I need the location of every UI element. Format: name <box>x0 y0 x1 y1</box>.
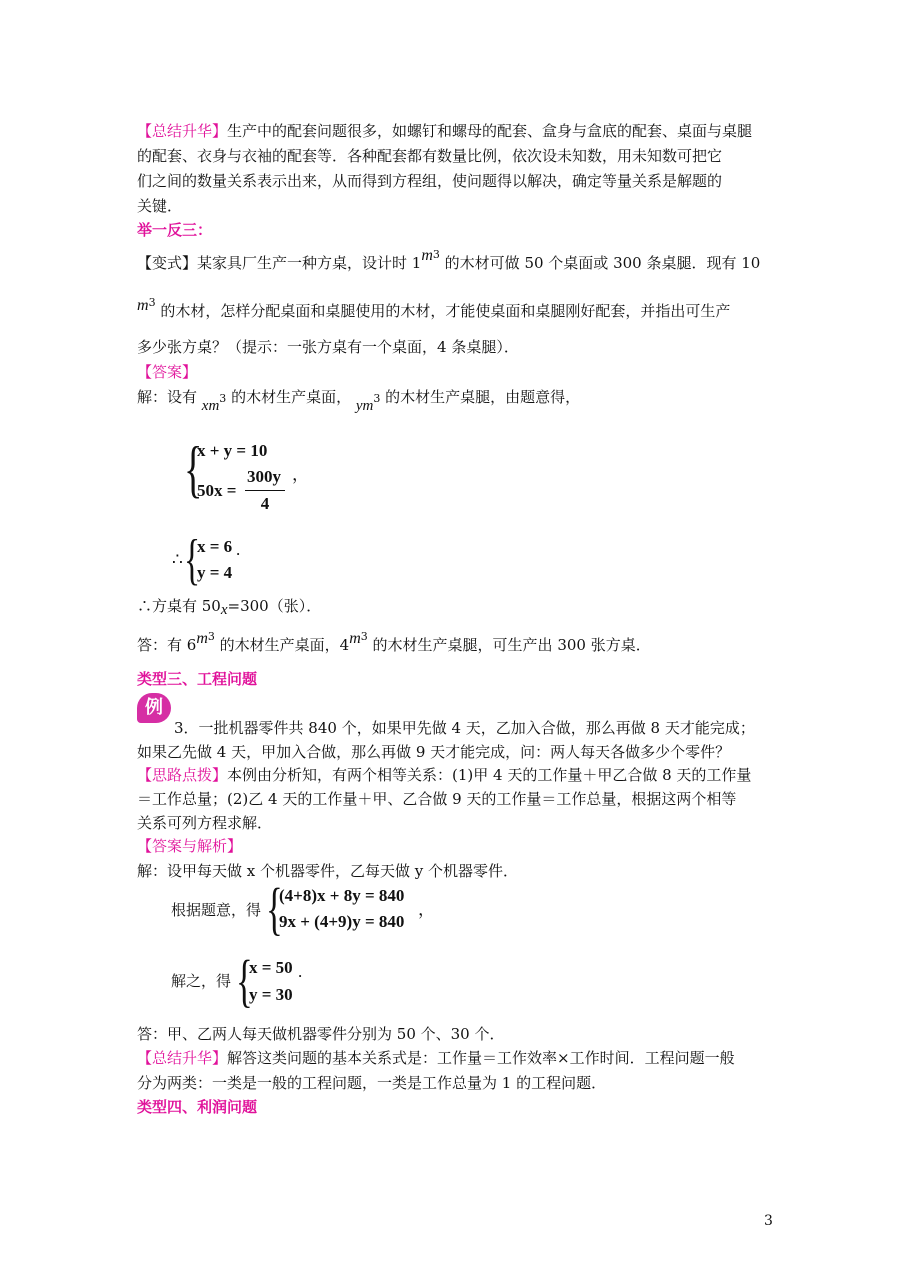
example-line: 3．一批机器零件共 840 个，如果甲先做 4 天，乙加入合做，那么再做 8 天才能完成； <box>174 719 755 737</box>
equation: (4+8)x + 8y = 840 <box>279 886 405 905</box>
left-brace: { <box>266 876 283 941</box>
hint-tag: 【思路点拨】 <box>137 766 228 784</box>
equation: 50x = <box>197 481 237 500</box>
summary-paragraph-line: 关键． <box>137 197 183 215</box>
example-line: 如果乙先做 4 天，甲加入合做，那么再做 9 天才能完成，问：两人每天各做多少个零件？ <box>137 743 731 761</box>
answer-tag: 【答案】 <box>137 363 198 381</box>
tables-line: ∴方桌有 50x=300（张）． <box>137 597 322 618</box>
section-heading: 类型三、工程问题 <box>137 670 258 688</box>
equation: x + y = 10 <box>197 441 268 460</box>
answer-intro: 解：设有 xm3 的木材生产桌面， ym3 的木材生产桌腿，由题意得， <box>137 388 581 414</box>
section-heading: 类型四、利润问题 <box>137 1098 258 1116</box>
summary-tag: 【总结升华】 <box>137 122 228 140</box>
therefore-symbol: ∴ <box>172 550 183 569</box>
left-brace: { <box>184 529 201 591</box>
answer-tag: 【答案与解析】 <box>137 837 243 855</box>
setup-label: 根据题意，得 <box>171 901 262 919</box>
fraction-denominator: 4 <box>260 494 270 513</box>
summary-paragraph-line: 【总结升华】生产中的配套问题很多，如螺钉和螺母的配套、盒身与盒底的配套、桌面与桌腿 <box>137 122 753 140</box>
left-brace: { <box>184 433 203 504</box>
fraction-numerator: 300y <box>247 467 281 486</box>
summary-paragraph-line: 分为两类：一类是一般的工程问题，一类是工作总量为 1 的工程问题． <box>137 1074 607 1092</box>
summary-paragraph-line: 的配套、衣身与衣袖的配套等．各种配套都有数量比例，依次设未知数，用未知数可把它 <box>137 147 723 165</box>
document-page: 【总结升华】生产中的配套问题很多，如螺钉和螺母的配套、盒身与盒底的配套、桌面与桌腿 的配套、衣身与衣袖的配套等．各种配套都有数量比例，依次设未知数，用未知数可把它 们之间的数量关系表示出来，从而得到方程组，使问题得以解决，确定等量关系是解题的 关键． 举一反三： 【变式】某家具厂生产一种方桌，设计时 $1m^3$ 的木材可做 50 个桌面或 300 条桌腿．现有 10 $m^3$ 的木材，怎样分配桌面和桌腿使用的木材，才能使桌面和桌腿刚好配套，并指出可生产 多少张方桌？（提示：一张方桌有一个桌面，4 条桌腿）． 【答案】 解：设有 xm3 的木材生产桌面， ym3 的木材生产桌腿，由题意得， { x + y = 10 50x = 300y 4 ， ∴ { x = 6 y = 4 . ∴方桌有 50x=300（张）． 答：有 $6m^3$ 的木材生产桌面，$4m^3$ 的木材生产桌腿，可生产出 300 张方桌． 类型三、工程问题 例 3．一批机器零件共 840 个，如果甲先做 4 天，乙加入合做，那么再做 8 天才能完成； 如果乙先做 4 天，甲加入合做，那么再做 9 天才能完成，问：两人每天各做多少个零件？ 【思路点拨】本例由分析知，有两个相等关系：(1)甲 4 天的工作量＋甲乙合做 8 天的工作量 ＝工作总量；(2)乙 4 天的工作量＋甲、乙合做 9 天的工作量＝工作总量，根据这两个相等 关系可列方程求解． 【答案与解析】 解：设甲每天做 x 个机器零件，乙每天做 y 个机器零件． 根据题意，得 { (4+8)x + 8y = 840 9x + (4+9)y = 840 ， 解之，得 { x = 50 y = 30 . 答：甲、乙两人每天做机器零件分别为 50 个、30 个． 【总结升华】解答这类问题的基本关系式是：工作量＝工作效率×工作时间．工程问题一般 分为两类：一类是一般的工程问题，一类是工作总量为 1 的工程问题． 类型四、利润问题 3 <box>137 122 773 1229</box>
fraction-bar <box>245 490 285 491</box>
example-badge: 例 <box>137 693 171 723</box>
final-answer-line: 答：有 $6m^3$ 的木材生产桌面，$4m^3$ 的木材生产桌腿，可生产出 300 张方桌． <box>137 630 651 654</box>
page-number: 3 <box>764 1213 773 1229</box>
hint-line: 【思路点拨】本例由分析知，有两个相等关系：(1)甲 4 天的工作量＋甲乙合做 8 天的工作量 <box>137 766 752 784</box>
variant-line: 多少张方桌？（提示：一张方桌有一个桌面，4 条桌腿）． <box>137 338 519 356</box>
summary-tag: 【总结升华】 <box>137 1049 228 1067</box>
equation: y = 4 <box>197 563 233 582</box>
equation: y = 30 <box>249 985 293 1004</box>
answer-intro: 解：设甲每天做 x 个机器零件，乙每天做 y 个机器零件． <box>137 862 519 880</box>
equation: x = 6 <box>197 537 233 556</box>
equation: 9x + (4+9)y = 840 <box>279 912 405 931</box>
summary-paragraph-line: 【总结升华】解答这类问题的基本关系式是：工作量＝工作效率×工作时间．工程问题一般 <box>137 1049 735 1067</box>
hint-line: 关系可列方程求解． <box>137 814 273 832</box>
variant-line: $m^3$ 的木材，怎样分配桌面和桌腿使用的木材，才能使桌面和桌腿刚好配套，并指出可生产 <box>137 296 731 320</box>
summary-paragraph-line: 们之间的数量关系表示出来，从而得到方程组，使问题得以解决，确定等量关系是解题的 <box>137 172 723 190</box>
hint-line: ＝工作总量；(2)乙 4 天的工作量＋甲、乙合做 9 天的工作量＝工作总量，根据这两个相等 <box>137 790 737 808</box>
final-answer-line: 答：甲、乙两人每天做机器零件分别为 50 个、30 个． <box>137 1025 505 1043</box>
solve-label: 解之，得 <box>171 972 232 990</box>
variant-line: 【变式】某家具厂生产一种方桌，设计时 $1m^3$ 的木材可做 50 个桌面或 300 条桌腿．现有 10 <box>137 247 761 272</box>
equation: x = 50 <box>249 958 293 977</box>
practice-heading: 举一反三： <box>137 221 213 239</box>
left-brace: { <box>236 948 253 1013</box>
